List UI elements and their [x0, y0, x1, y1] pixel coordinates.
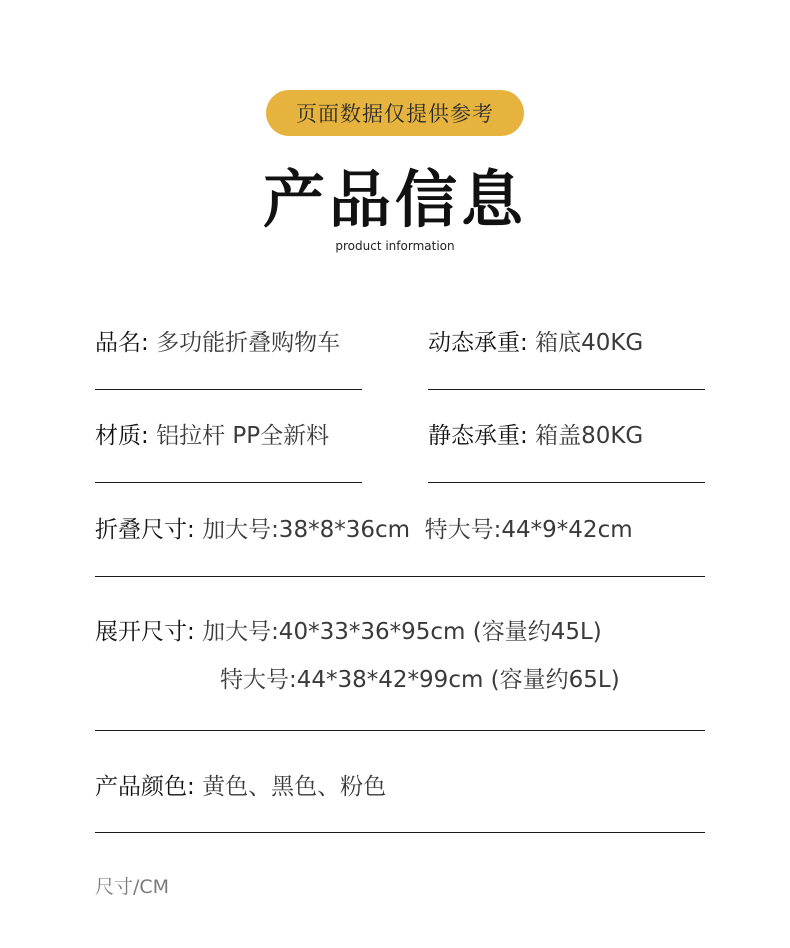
divider [95, 832, 705, 833]
spec-unfolded-size [95, 617, 602, 647]
spec-unfolded-size-value-1: 加大号:40*33*36*95cm (容量约45L) [202, 619, 602, 645]
spec-dynamic-load-value: 箱底40KG [535, 330, 644, 356]
spec-static-load-value: 箱盖80KG [535, 423, 644, 449]
spec-dynamic-load [428, 328, 643, 358]
spec-name-label: 品名: [95, 330, 149, 356]
page-title: 产品信息 [262, 163, 527, 236]
spec-material-value: 铝拉杆 PP全新料 [156, 423, 330, 449]
divider [95, 730, 705, 731]
spec-name-value: 多功能折叠购物车 [156, 330, 341, 356]
spec-static-load [428, 421, 643, 451]
spec-folded-size-label: 折叠尺寸: [95, 517, 195, 543]
divider [95, 482, 362, 483]
spec-name [95, 328, 340, 358]
spec-material-label: 材质: [95, 423, 149, 449]
spec-colors-value: 黄色、黑色、粉色 [202, 774, 387, 800]
divider [428, 389, 705, 390]
spec-folded-size [95, 515, 633, 545]
divider [428, 482, 705, 483]
page-subtitle: product information [335, 239, 455, 253]
spec-colors [95, 772, 386, 802]
spec-unfolded-size-label: 展开尺寸: [95, 619, 195, 645]
spec-folded-size-value: 加大号:38*8*36cm 特大号:44*9*42cm [202, 517, 633, 543]
spec-static-load-label: 静态承重: [428, 423, 528, 449]
reference-badge: 页面数据仅提供参考 [266, 90, 524, 136]
divider [95, 576, 705, 577]
spec-material [95, 421, 329, 451]
spec-colors-label: 产品颜色: [95, 774, 195, 800]
divider [95, 389, 362, 390]
spec-dynamic-load-label: 动态承重: [428, 330, 528, 356]
unit-note: 尺寸/CM [95, 876, 170, 898]
spec-unfolded-size-value-2: 特大号:44*38*42*99cm (容量约65L) [220, 667, 620, 693]
spec-unfolded-size-line-2 [220, 665, 620, 695]
